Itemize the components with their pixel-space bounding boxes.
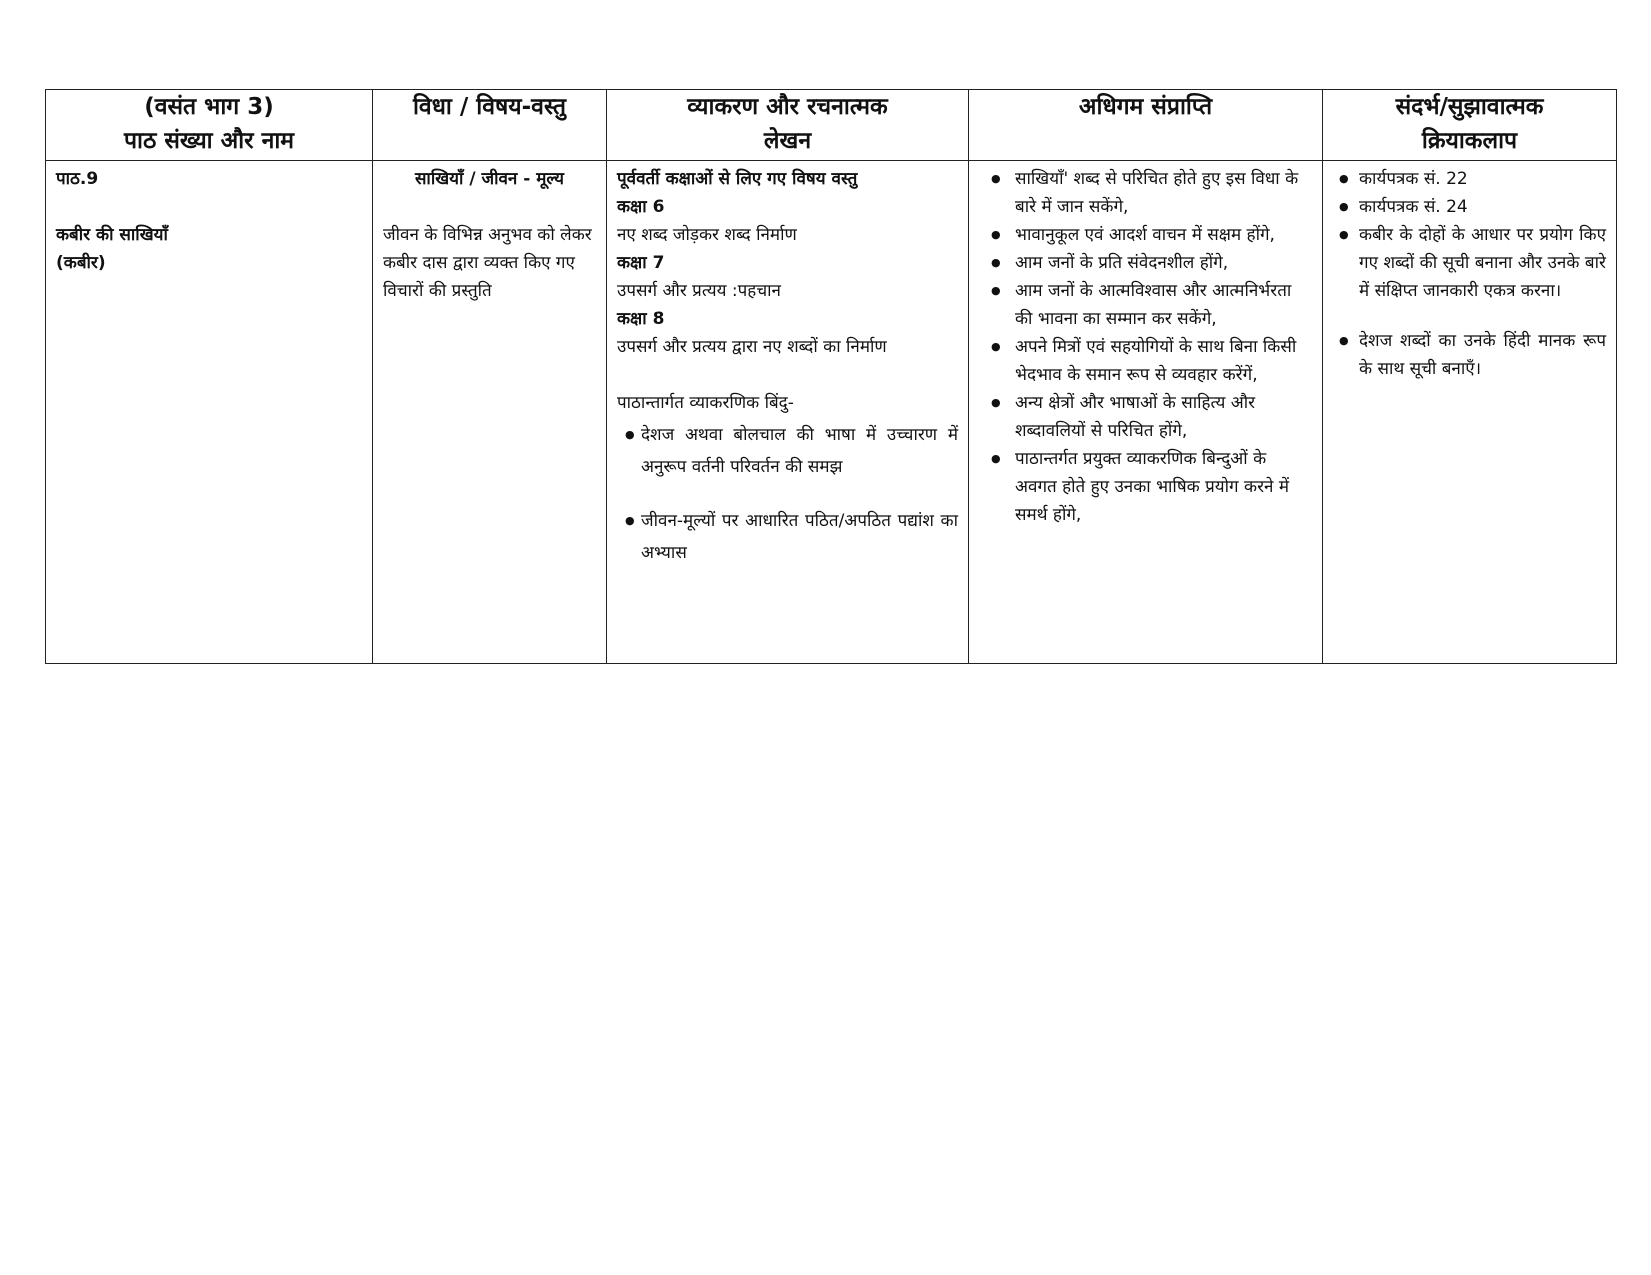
- lesson-title: कबीर की साखियाँ: [56, 225, 168, 245]
- activity-item: ● कबीर के दोहों के आधार पर प्रयोग किए गए शब्दों की सूची बनाना और उनके बारे में संक्षिप्त जानकारी एकत्र करना।: [1333, 221, 1606, 305]
- outcome-item: ● पाठान्तर्गत प्रयुक्त व्याकरणिक बिन्दुओं के अवगत होते हुए उनका भाषिक प्रयोग करने में समर्थ होंगे,: [979, 445, 1312, 529]
- activity-item: ● देशज शब्दों का उनके हिंदी मानक रूप के साथ सूची बनाएँ।: [1333, 327, 1606, 383]
- class8-text: उपसर्ग और प्रत्यय द्वारा नए शब्दों का निर्माण: [617, 337, 887, 357]
- header-lesson-line2: पाठ संख्या और नाम: [123, 128, 295, 154]
- activity-item: ● कार्यपत्रक सं. 22: [1333, 165, 1606, 193]
- header-grammar-line2: लेखन: [763, 128, 812, 154]
- in-lesson-label: पाठान्तार्गत व्याकरणिक बिंदु-: [617, 393, 794, 413]
- cell-grammar: [607, 161, 969, 664]
- class6-text: नए शब्द जोड़कर शब्द निर्माण: [617, 225, 797, 245]
- grammar-points-list: [617, 419, 958, 569]
- header-activities-line2: क्रियाकलाप: [1421, 128, 1518, 154]
- header-genre: [373, 90, 607, 161]
- lesson-author: (कबीर): [56, 253, 106, 273]
- header-activities-line1: संदर्भ/सुझावात्मक: [1395, 94, 1544, 120]
- class7-label: कक्षा 7: [617, 253, 665, 273]
- header-grammar-line1: व्याकरण और रचनात्मक: [687, 94, 888, 120]
- lesson-plan-sheet: [45, 89, 1616, 664]
- class8-label: कक्षा 8: [617, 309, 665, 329]
- lesson-number: पाठ.9: [56, 169, 99, 189]
- activities-list: [1333, 165, 1606, 383]
- lesson-plan-table: [45, 89, 1617, 664]
- outcome-item: ● भावानुकूल एवं आदर्श वाचन में सक्षम होंगे,: [979, 221, 1312, 249]
- outcome-item: ● अपने मित्रों एवं सहयोगियों के साथ बिना किसी भेदभाव के समान रूप से व्यवहार करेंगें,: [979, 333, 1312, 389]
- outcome-item: ● आम जनों के आत्मविश्वास और आत्मनिर्भरता की भावना का सम्मान कर सकेंगे,: [979, 277, 1312, 333]
- cell-lesson: [46, 161, 373, 664]
- content-row: [46, 161, 1617, 664]
- grammar-point: ● देशज अथवा बोलचाल की भाषा में उच्चारण में अनुरूप वर्तनी परिवर्तन की समझ: [617, 419, 958, 483]
- cell-outcomes: [969, 161, 1323, 664]
- header-outcomes-line1: अधिगम संप्राप्ति: [1078, 94, 1213, 120]
- cell-activities: [1323, 161, 1617, 664]
- grammar-heading: पूर्ववर्ती कक्षाओं से लिए गए विषय वस्तु: [617, 169, 858, 189]
- outcome-item: ● आम जनों के प्रति संवेदनशील होंगे,: [979, 249, 1312, 277]
- header-grammar: [607, 90, 969, 161]
- outcomes-list: [979, 165, 1312, 529]
- genre-description: जीवन के विभिन्न अनुभव को लेकर कबीर दास द्वारा व्यक्त किए गए विचारों की प्रस्तुति: [383, 225, 592, 301]
- class6-label: कक्षा 6: [617, 197, 665, 217]
- class7-text: उपसर्ग और प्रत्यय :पहचान: [617, 281, 781, 301]
- header-activities: [1323, 90, 1617, 161]
- outcome-item: ● साखियाँ' शब्द से परिचित होते हुए इस विधा के बारे में जान सकेंगे,: [979, 165, 1312, 221]
- cell-genre: [373, 161, 607, 664]
- activity-item: ● कार्यपत्रक सं. 24: [1333, 193, 1606, 221]
- header-outcomes: [969, 90, 1323, 161]
- header-lesson: [46, 90, 373, 161]
- header-lesson-line1: (वसंत भाग 3): [144, 94, 274, 120]
- header-genre-line1: विधा / विषय-वस्तु: [412, 94, 567, 120]
- grammar-point: ● जीवन-मूल्यों पर आधारित पठित/अपठित पद्यांश का अभ्यास: [617, 505, 958, 569]
- header-row: [46, 90, 1617, 161]
- genre-heading: साखियाँ / जीवन - मूल्य: [414, 169, 565, 189]
- outcome-item: ● अन्य क्षेत्रों और भाषाओं के साहित्य और शब्दावलियों से परिचित होंगे,: [979, 389, 1312, 445]
